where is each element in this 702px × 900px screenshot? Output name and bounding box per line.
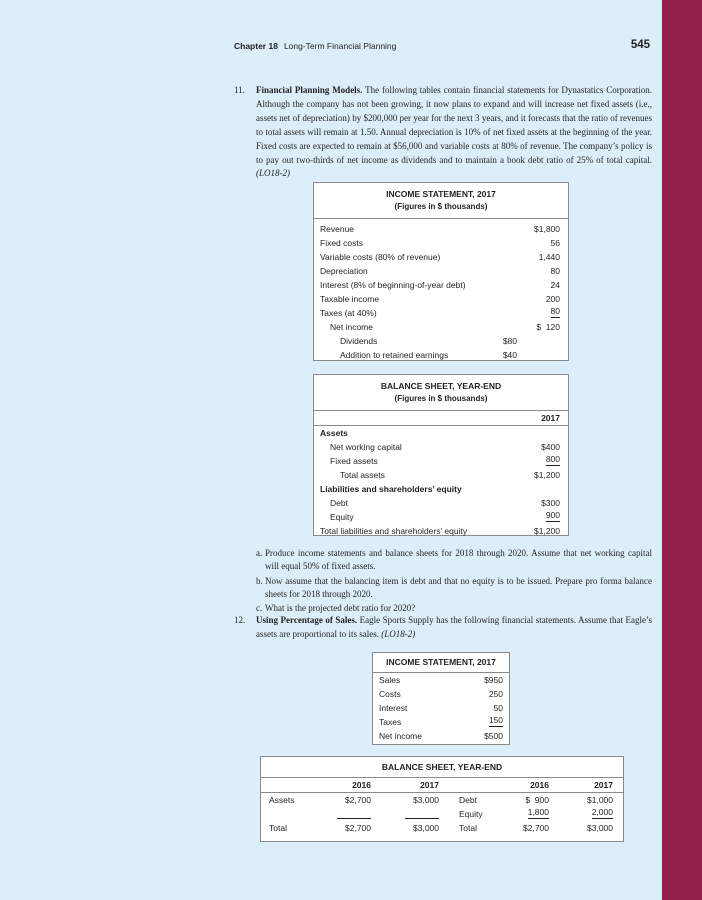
table-row: Interest (8% of beginning-of-year debt) 24 [320, 280, 560, 290]
table-row: Taxes (at 40%) 80 [320, 306, 560, 318]
learning-objective-ref: (LO18-2) [256, 168, 290, 179]
table-row: Dividends $80 [340, 336, 517, 346]
problem-title: Financial Planning Models. [256, 85, 363, 95]
table-row: Taxable income 200 [320, 294, 560, 304]
table-row: Total $2,700 $3,000 Total $2,700 $3,000 [269, 823, 613, 833]
problem-text [256, 614, 652, 642]
column-header: 2016 2017 2016 2017 [352, 780, 613, 790]
table-row: Addition to retained earnings $40 [340, 350, 517, 360]
table-row: Interest 50 [379, 703, 503, 713]
table-row: Equity 1,800 2,000 [261, 807, 623, 821]
table-row: Equity 900 [330, 510, 560, 522]
table-title: BALANCE SHEET, YEAR-END [380, 381, 502, 391]
underline-rule [337, 807, 371, 819]
balance-sheet-table [260, 756, 624, 842]
table-subtitle: (Figures in $ thousands) [394, 394, 488, 403]
problem-title: Using Percentage of Sales. [256, 615, 358, 625]
table-title: INCOME STATEMENT, 2017 [386, 189, 496, 199]
table-title: INCOME STATEMENT, 2017 [386, 657, 496, 667]
learning-objective-ref: (LO18-2) [381, 628, 416, 639]
income-statement-table [372, 652, 510, 745]
problem-text [256, 84, 652, 181]
section-heading: Liabilities and shareholders’ equity [320, 484, 462, 494]
problem-body: Eagle Sports Supply has the following financial statements. Assume that Eagle’s assets are proportional to its sales. [256, 615, 652, 639]
table-row: Assets $2,700 $3,000 Debt $ 900 $1,000 [269, 795, 613, 805]
table-row: Revenue $1,800 [320, 224, 560, 234]
table-subtitle: (Figures in $ thousands) [394, 202, 488, 211]
problem-number: 12. [234, 615, 246, 625]
income-statement-table [313, 182, 569, 361]
table-row: Total assets $1,200 [340, 470, 560, 480]
table-row: Total liabilities and shareholders’ equity $1,200 [320, 526, 560, 536]
problem-number: 11. [234, 85, 245, 95]
table-row: Net income $500 [379, 731, 503, 741]
right-color-band [662, 0, 702, 900]
table-row: Fixed costs 56 [320, 238, 560, 248]
list-item: a. Produce income statements and balance sheets for 2018 through 2020. Assume that net working capital will equal 50% of fixed assets. [256, 548, 652, 572]
page-number: 545 [630, 39, 650, 51]
problem-12 [234, 614, 652, 642]
balance-sheet-table [313, 374, 569, 536]
section-heading: Assets [320, 428, 348, 438]
table-row: Variable costs (80% of revenue) 1,440 [320, 252, 560, 262]
table-row: Fixed assets 800 [330, 454, 560, 466]
table-row: Net working capital $400 [330, 442, 560, 452]
table-row: Depreciation 80 [320, 266, 560, 276]
table-row: Taxes 150 [379, 715, 503, 727]
problem-11 [234, 84, 652, 181]
table-row: Debt $300 [330, 498, 560, 508]
list-item: c. What is the projected debt ratio for 2020? [256, 603, 416, 614]
chapter-label: Chapter 18 Long-Term Financial Planning [234, 41, 397, 51]
running-header [234, 40, 650, 54]
problem-11-parts [256, 547, 652, 616]
table-row: Net income $ 120 [330, 322, 560, 332]
column-header: 2017 [541, 413, 560, 423]
problem-body: The following tables contain financial statements for Dynastatics Corporation. Although the company has not been growing, it now plans to expand and will increase net fixed assets (i.e., assets net of depreciation) by $200,000 per year for the next 3 years, and it forecasts that the ratio of revenues to total assets will remain at 1.50. Annual depreciation is 10% of net fixed assets at the beginning of the year. Fixed costs are expected to remain at $56,000 and variable costs at 80% of revenue. The company’s policy is to pay out two-thirds of net income as dividends and to maintain a book debt ratio of 25% of total capital. [256, 85, 652, 165]
table-row: Costs 250 [379, 689, 503, 699]
underline-rule [405, 807, 439, 819]
table-row: Sales $950 [379, 675, 503, 685]
table-title: BALANCE SHEET, YEAR-END [381, 762, 503, 772]
list-item: b. Now assume that the balancing item is debt and that no equity is to be issued. Prepare pro forma balance sheets for 2018 through 2020. [256, 575, 652, 599]
